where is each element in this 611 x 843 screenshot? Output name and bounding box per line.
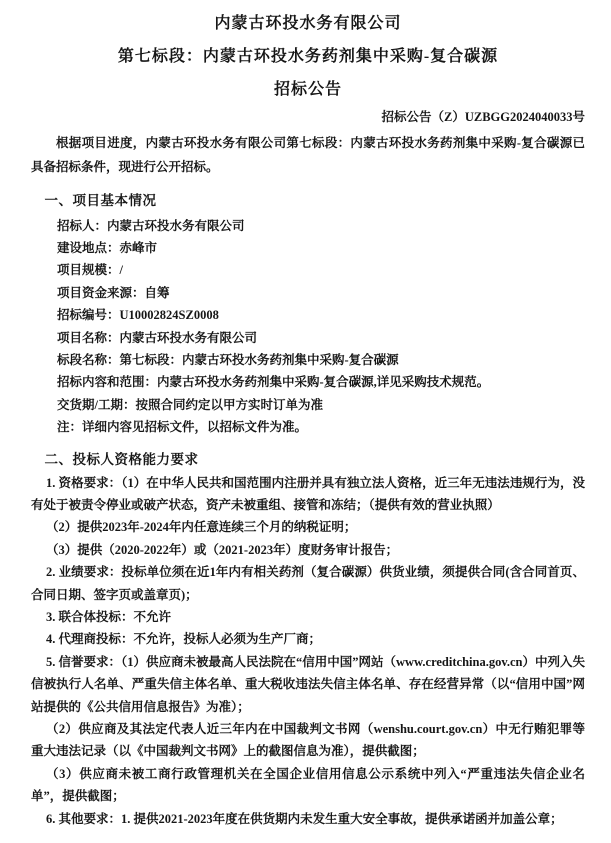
project-name-line: 项目名称：内蒙古环投水务有限公司	[57, 330, 258, 345]
funding-source-line: 项目资金来源：自筹	[57, 285, 170, 300]
section1-heading: 一、项目基本情况	[44, 192, 157, 208]
section2-heading: 二、投标人资格能力要求	[44, 451, 199, 467]
performance-requirement-line: 2. 业绩要求：投标单位须在近1年内有相关药剂（复合碳源）供货业绩，须提供合同(含合同首页、合同日期、签字页或盖章页)；	[31, 565, 585, 602]
section2-items	[31, 472, 585, 831]
consortium-bid-line: 3. 联合体投标：不允许	[46, 610, 172, 624]
audit-report-line: （3）提供（2020-2022年）或（2021-2023年）度财务审计报告；	[46, 542, 399, 557]
intro-paragraph: 根据项目进度，内蒙古环投水务有限公司第七标段：内蒙古环投水务药剂集中采购-复合碳源已具备招标条件，现进行公开招标。	[31, 136, 585, 174]
scope-line: 招标内容和范围：内蒙古环投水务药剂集中采购-复合碳源,详见采购技术规范。	[57, 375, 490, 390]
credit-requirement-line: 5. 信誉要求：（1）供应商未被最高人民法院在“信用中国”网站（www.creditchina.gov.cn）中列入失信被执行人名单、严重失信主体名单、重大税收违法失信主体名单、存在经营异常（以“信用中国”网站提供的《公共信用信息报告》为准）；	[31, 654, 586, 714]
note-line: 注：详细内容见招标文件，以招标文件为准。	[57, 420, 308, 435]
doc-title-company: 内蒙古环投水务有限公司	[214, 15, 402, 32]
doc-title-announcement: 招标公告	[273, 81, 342, 98]
qualification-requirement-line: 1. 资格要求：（1）在中华人民共和国范围内注册并具有独立法人资格，近三年无违法违规行为，没有处于被责令停业或破产状态，资产未被重组、接管和冻结；（提供有效的营业执照）	[31, 475, 585, 512]
location-line: 建设地点：赤峰市	[57, 240, 158, 255]
judgment-record-line: （2）供应商及其法定代表人近三年内在中国裁判文书网（wenshu.court.gov.cn）中无行贿犯罪等重大违法记录（以《中国裁判文书网》上的截图信息为准），提供截图；	[31, 722, 585, 759]
lot-name-line: 标段名称：第七标段：内蒙古环投水务药剂集中采购-复合碳源	[57, 352, 399, 367]
tender-number-line: 招标编号：U10002824SZ0008	[57, 308, 219, 323]
project-scale-line: 项目规模：/	[57, 263, 123, 278]
agent-bid-line: 4. 代理商投标：不允许，投标人必须为生产厂商；	[46, 632, 322, 647]
tax-certificate-line: （2）提供2023年-2024年内任意连续三个月的纳税证明；	[46, 520, 357, 535]
announcement-ref-number: 招标公告（Z）UZBGG2024040033号	[381, 110, 585, 124]
tenderee-line: 招标人：内蒙古环投水务有限公司	[57, 218, 245, 233]
delivery-period-line: 交货期/工期：按照合同约定以甲方实时订单为准	[57, 397, 323, 412]
other-requirement-line: 6. 其他要求：1. 提供2021-2023年度在供货期内未发生重大安全事故，提供承诺函并加盖公章；	[46, 811, 563, 826]
doc-title-lot: 第七标段：内蒙古环投水务药剂集中采购-复合碳源	[117, 48, 499, 65]
section1-items	[31, 215, 585, 439]
blacklist-line: （3）供应商未被工商行政管理机关在全国企业信用信息公示系统中列入“严重违法失信企业名单”，提供截图；	[31, 766, 585, 804]
